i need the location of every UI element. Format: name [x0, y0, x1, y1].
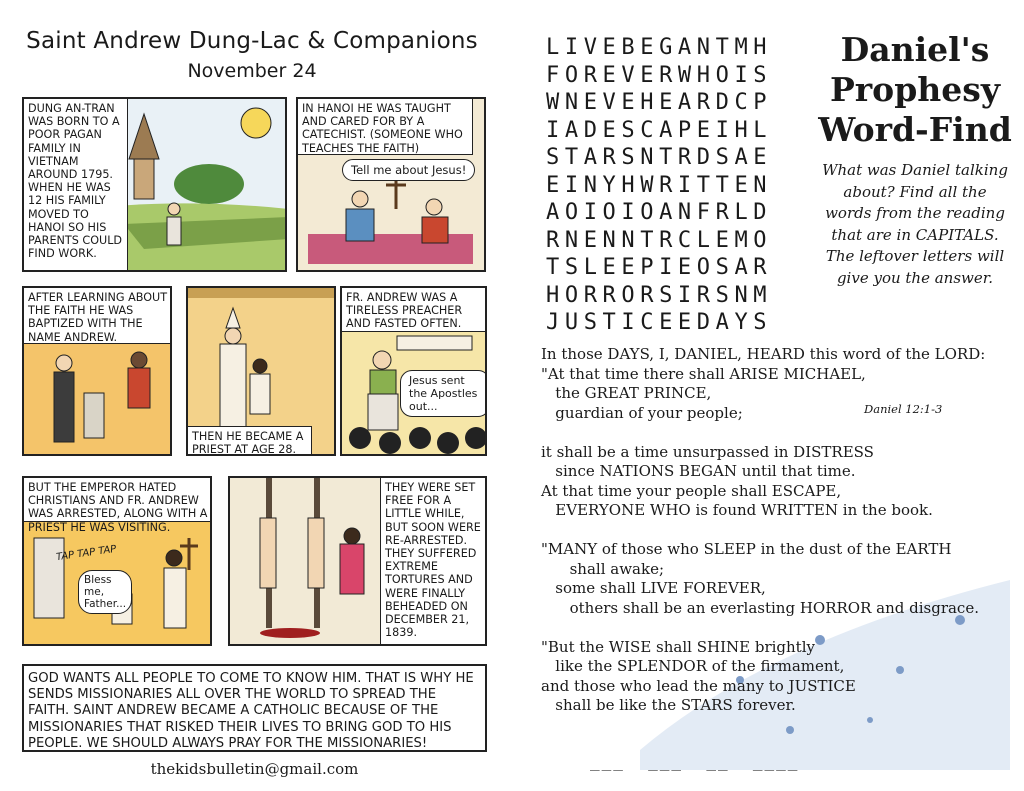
answer-blanks[interactable]: ___ ___ __ ____	[590, 752, 800, 771]
reading-line: the GREAT PRINCE,	[541, 384, 712, 402]
grid-row: FOREVERWHOIS	[546, 62, 773, 88]
panel-caption: BUT THE EMPEROR HATED CHRISTIANS AND FR. ANDREW WAS ARRESTED, ALONG WITH A PRIEST HE WAS VISITING.	[24, 478, 212, 522]
panel-caption: FR. ANDREW WAS A TIRELESS PREACHER AND FASTED OFTEN.	[342, 288, 487, 332]
page-title: Saint Andrew Dung-Lac & Companions	[26, 28, 478, 54]
feast-date: November 24	[187, 60, 317, 82]
word-find-instructions: What was Daniel talking about? Find all the words from the reading that are in CAPITALS. The leftover letters will give you the answer.	[822, 161, 1008, 287]
grid-row: HORRORSIRSNM	[546, 282, 773, 308]
grid-row: TSLEEPIEOSAR	[546, 255, 773, 280]
sound-effect: TAP TAP TAP	[55, 543, 118, 564]
reading-line	[541, 618, 1011, 638]
grid-row: IADESCAPEIHL	[546, 117, 773, 143]
comic-panel-4	[186, 286, 336, 456]
grid-row: RNENNTRCLEMO	[546, 227, 773, 253]
reading-line	[541, 423, 1011, 443]
word-find-grid	[546, 34, 772, 337]
reading-line: like the SPLENDOR of the firmament,	[541, 657, 845, 675]
panel-caption: AFTER LEARNING ABOUT THE FAITH HE WAS BAPTIZED WITH THE NAME ANDREW.	[24, 288, 172, 344]
reading-line: some shall LIVE FOREVER,	[541, 579, 766, 597]
comic-panel-2	[296, 97, 486, 272]
comic-panel-1	[22, 97, 287, 272]
grid-row: STARSNTRDSAE	[546, 145, 773, 170]
grid-row: EINYHWRITTEN	[546, 172, 773, 198]
scripture-reading	[541, 345, 1011, 716]
reading-line: At that time your people shall ESCAPE,	[541, 481, 842, 500]
panel-caption: IN HANOI HE WAS TAUGHT AND CARED FOR BY A CATECHIST. (SOMEONE WHO TEACHES THE FAITH)	[298, 99, 473, 155]
reading-line: shall be like the STARS forever.	[541, 696, 796, 714]
speech-bubble: Tell me about Jesus!	[342, 159, 475, 181]
scripture-citation: Daniel 12:1-3	[864, 402, 943, 416]
speech-bubble: Jesus sent the Apostles out...	[400, 370, 487, 417]
reading-line: EVERYONE WHO is found WRITTEN in the book.	[541, 501, 933, 519]
reading-line: "MANY of those who SLEEP in the dust of the EARTH	[541, 540, 952, 558]
reading-line: others shall be an everlasting HORROR and disgrace.	[541, 598, 979, 617]
comic-panel-7	[228, 476, 487, 646]
reading-line: guardian of your people;	[541, 403, 743, 422]
reading-line: shall awake;	[541, 559, 665, 578]
reading-line	[541, 521, 1011, 541]
comic-panel-6	[22, 476, 212, 646]
grid-row: LIVEBEGANTMH	[546, 35, 773, 60]
grid-row: JUSTICEEDAYS	[546, 310, 773, 335]
comic-panel-5	[340, 286, 487, 456]
panel-caption: THEY WERE SET FREE FOR A LITTLE WHILE, BUT SOON WERE RE-ARRESTED. THEY SUFFERED EXTREME TORTURES AND WERE FINALLY BEHEADED ON DECEMBER 21, 1839.	[380, 478, 487, 646]
missionary-message: GOD WANTS ALL PEOPLE TO COME TO KNOW HIM. THAT IS WHY HE SENDS MISSIONARIES ALL OVER THE WORLD TO SPREAD THE FAITH. SAINT ANDREW BECAME A CATHOLIC BECAUSE OF THE MISSIONARIES THAT RISKED THEIR LIVES TO BRING GOD TO HIS PEOPLE. WE SHOULD ALWAYS PRAY FOR THE MISSIONARIES!	[22, 664, 487, 752]
speech-bubble: Bless me, Father...	[78, 570, 132, 614]
reading-line: it shall be a time unsurpassed in DISTRESS	[541, 442, 874, 461]
comic-panel-3	[22, 286, 172, 456]
word-find-title: Daniel's Prophesy Word-Find	[818, 30, 1012, 149]
panel-caption: THEN HE BECAME A PRIEST AT AGE 28.	[188, 426, 312, 456]
reading-line: "At that time there shall ARISE MICHAEL,	[541, 364, 866, 383]
contact-email: thekidsbulletin@gmail.com	[150, 760, 359, 778]
reading-line: since NATIONS BEGAN until that time.	[541, 462, 856, 480]
reading-line: and those who lead the many to JUSTICE	[541, 676, 856, 695]
grid-row: AOIOIOANFRLD	[546, 200, 773, 225]
reading-line: "But the WISE shall SHINE brightly	[541, 637, 815, 656]
grid-row: WNEVEHEARDCP	[546, 90, 773, 115]
panel-caption: DUNG AN-TRAN WAS BORN TO A POOR PAGAN FAMILY IN VIETNAM AROUND 1795. WHEN HE WAS 12 HIS FAMILY MOVED TO HANOI SO HIS PARENTS COULD FIND WORK.	[24, 99, 128, 272]
reading-line: In those DAYS, I, DANIEL, HEARD this word of the LORD:	[541, 345, 986, 363]
